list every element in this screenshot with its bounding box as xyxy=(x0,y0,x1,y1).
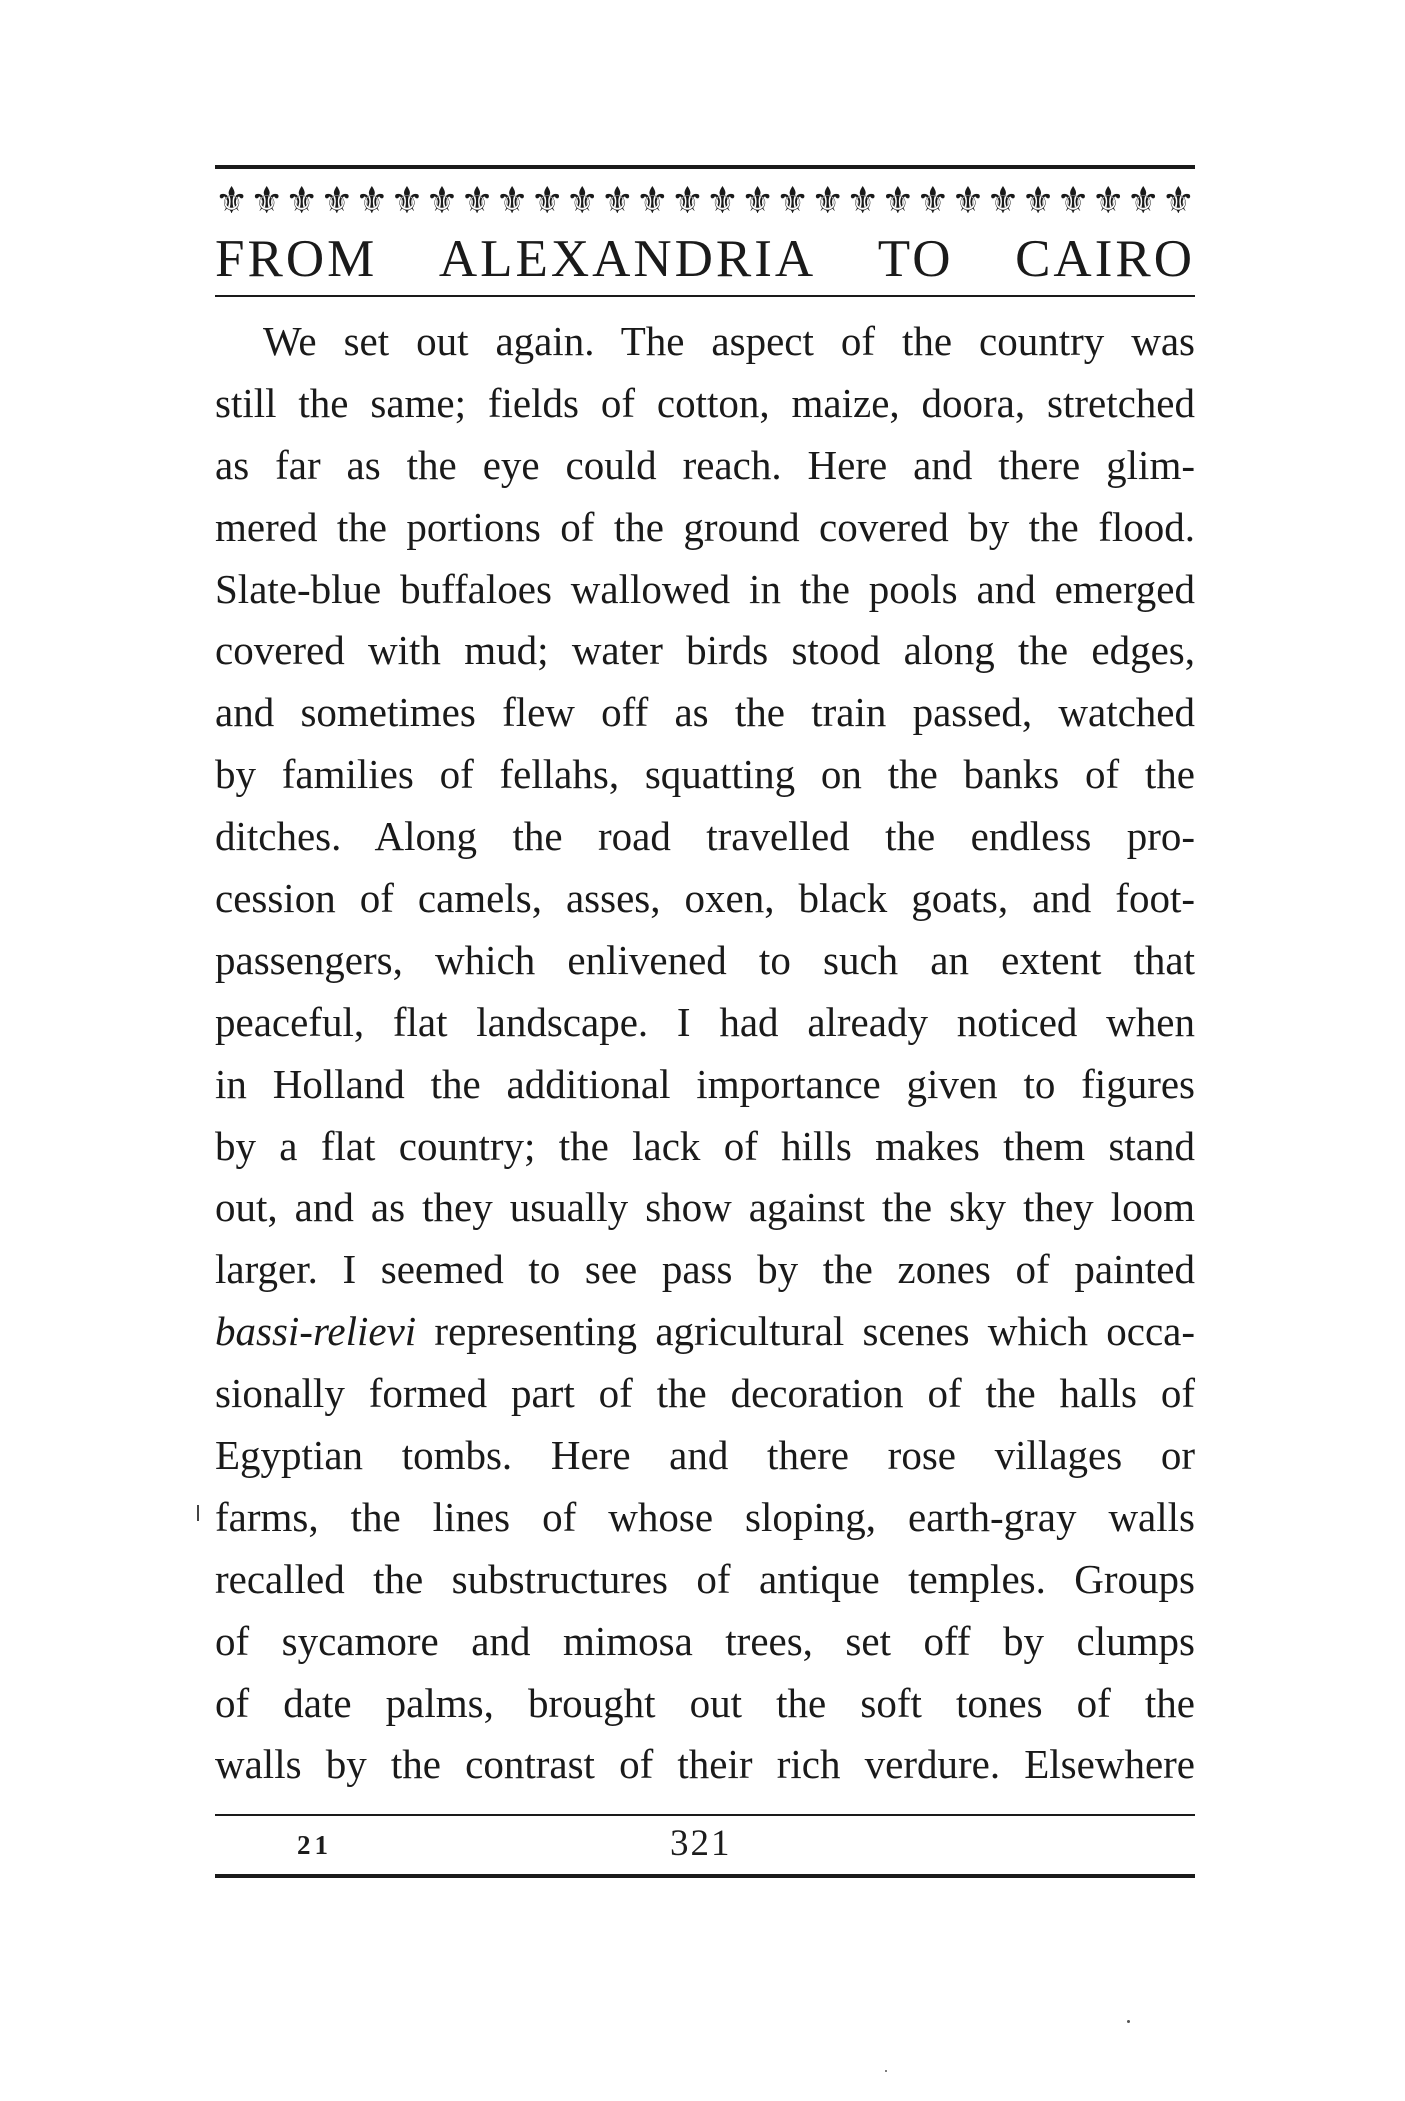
text-line: still the same; fields of cotton, maize, doora, stretched xyxy=(215,379,1195,426)
text-line-with-italic xyxy=(215,1301,1195,1363)
margin-mark xyxy=(197,1505,199,1521)
fleur-de-lis-icon: ⚜ xyxy=(986,181,1020,221)
text-line: larger. I seemed to see pass by the zones of painted xyxy=(215,1246,1195,1293)
fleur-de-lis-icon: ⚜ xyxy=(1161,181,1195,221)
signature-mark: 21 xyxy=(297,1830,332,1861)
ornament-border xyxy=(215,181,1195,221)
text-line: covered with mud; water birds stood along the edges, xyxy=(215,627,1195,674)
text-line: walls by the contrast of their rich verdure. Elsewhere xyxy=(215,1741,1195,1788)
fleur-de-lis-icon: ⚜ xyxy=(530,181,564,221)
header-rule xyxy=(215,295,1195,297)
fleur-de-lis-icon: ⚜ xyxy=(390,181,424,221)
book-page xyxy=(215,165,1195,1878)
running-head-word: TO xyxy=(877,230,954,288)
fleur-de-lis-icon: ⚜ xyxy=(846,181,880,221)
fleur-de-lis-icon: ⚜ xyxy=(565,181,599,221)
page-number: 321 xyxy=(670,1823,732,1865)
italic-phrase: bassi-relievi xyxy=(215,1308,417,1355)
fleur-de-lis-icon: ⚜ xyxy=(740,181,775,221)
fleur-de-lis-icon: ⚜ xyxy=(811,181,845,221)
text-line: We set out again. The aspect of the country was xyxy=(263,318,1195,364)
fleur-de-lis-icon: ⚜ xyxy=(1056,181,1090,221)
running-head-word: ALEXANDRIA xyxy=(438,230,817,288)
running-head-word: CAIRO xyxy=(1015,230,1195,288)
bottom-rule xyxy=(215,1874,1195,1878)
text-line: Egyptian tombs. Here and there rose villages or xyxy=(215,1432,1195,1479)
text-line: recalled the substructures of antique temples. Groups xyxy=(215,1555,1195,1602)
text-line: farms, the lines of whose sloping, earth-gray walls xyxy=(215,1493,1195,1540)
text-line: peaceful, flat landscape. I had already noticed when xyxy=(215,998,1195,1045)
fleur-de-lis-icon: ⚜ xyxy=(1021,181,1055,221)
fleur-de-lis-icon: ⚜ xyxy=(916,181,950,221)
fleur-de-lis-icon: ⚜ xyxy=(635,181,669,221)
fleur-de-lis-icon: ⚜ xyxy=(320,181,354,221)
running-head-word: FROM xyxy=(215,230,378,288)
fleur-de-lis-icon: ⚜ xyxy=(776,181,810,221)
fleur-de-lis-icon: ⚜ xyxy=(215,181,249,221)
fleur-de-lis-icon: ⚜ xyxy=(355,181,389,221)
paper-speck xyxy=(1127,2020,1130,2023)
fleur-de-lis-icon: ⚜ xyxy=(705,181,740,221)
text-line-rest: representing agricultural scenes which occa- xyxy=(434,1308,1195,1355)
fleur-de-lis-icon: ⚜ xyxy=(951,181,985,221)
fleur-de-lis-icon: ⚜ xyxy=(1126,181,1160,221)
fleur-de-lis-icon: ⚜ xyxy=(460,181,494,221)
fleur-de-lis-icon: ⚜ xyxy=(1091,181,1125,221)
fleur-de-lis-icon: ⚜ xyxy=(425,181,459,221)
running-head xyxy=(215,229,1195,289)
fleur-de-lis-icon: ⚜ xyxy=(495,181,529,221)
text-line: in Holland the additional importance given to figures xyxy=(215,1060,1195,1107)
text-line: mered the portions of the ground covered by the flood. xyxy=(215,503,1195,550)
fleur-de-lis-icon: ⚜ xyxy=(670,181,704,221)
fleur-de-lis-icon: ⚜ xyxy=(600,181,634,221)
text-line: of date palms, brought out the soft tones of the xyxy=(215,1679,1195,1726)
paper-speck xyxy=(885,2070,887,2072)
text-line: sionally formed part of the decoration of the halls of xyxy=(215,1370,1195,1417)
folio-row xyxy=(215,1816,1195,1874)
fleur-de-lis-icon: ⚜ xyxy=(881,181,915,221)
fleur-de-lis-icon: ⚜ xyxy=(285,181,319,221)
text-line: by a flat country; the lack of hills makes them stand xyxy=(215,1122,1195,1169)
text-line: of sycamore and mimosa trees, set off by clumps xyxy=(215,1617,1195,1664)
text-line: Slate-blue buffaloes wallowed in the pools and emerged xyxy=(215,565,1195,612)
text-line: as far as the eye could reach. Here and there glim- xyxy=(215,441,1195,488)
text-line: and sometimes flew off as the train passed, watched xyxy=(215,689,1195,736)
body-text xyxy=(215,311,1195,1796)
text-line: out, and as they usually show against the sky they loom xyxy=(215,1184,1195,1231)
text-line: by families of fellahs, squatting on the banks of the xyxy=(215,751,1195,798)
text-line: ditches. Along the road travelled the endless pro- xyxy=(215,813,1195,860)
fleur-de-lis-icon: ⚜ xyxy=(250,181,284,221)
top-rule xyxy=(215,165,1195,169)
text-line: cession of camels, asses, oxen, black goats, and foot- xyxy=(215,875,1195,922)
text-line: passengers, which enlivened to such an extent that xyxy=(215,936,1195,983)
